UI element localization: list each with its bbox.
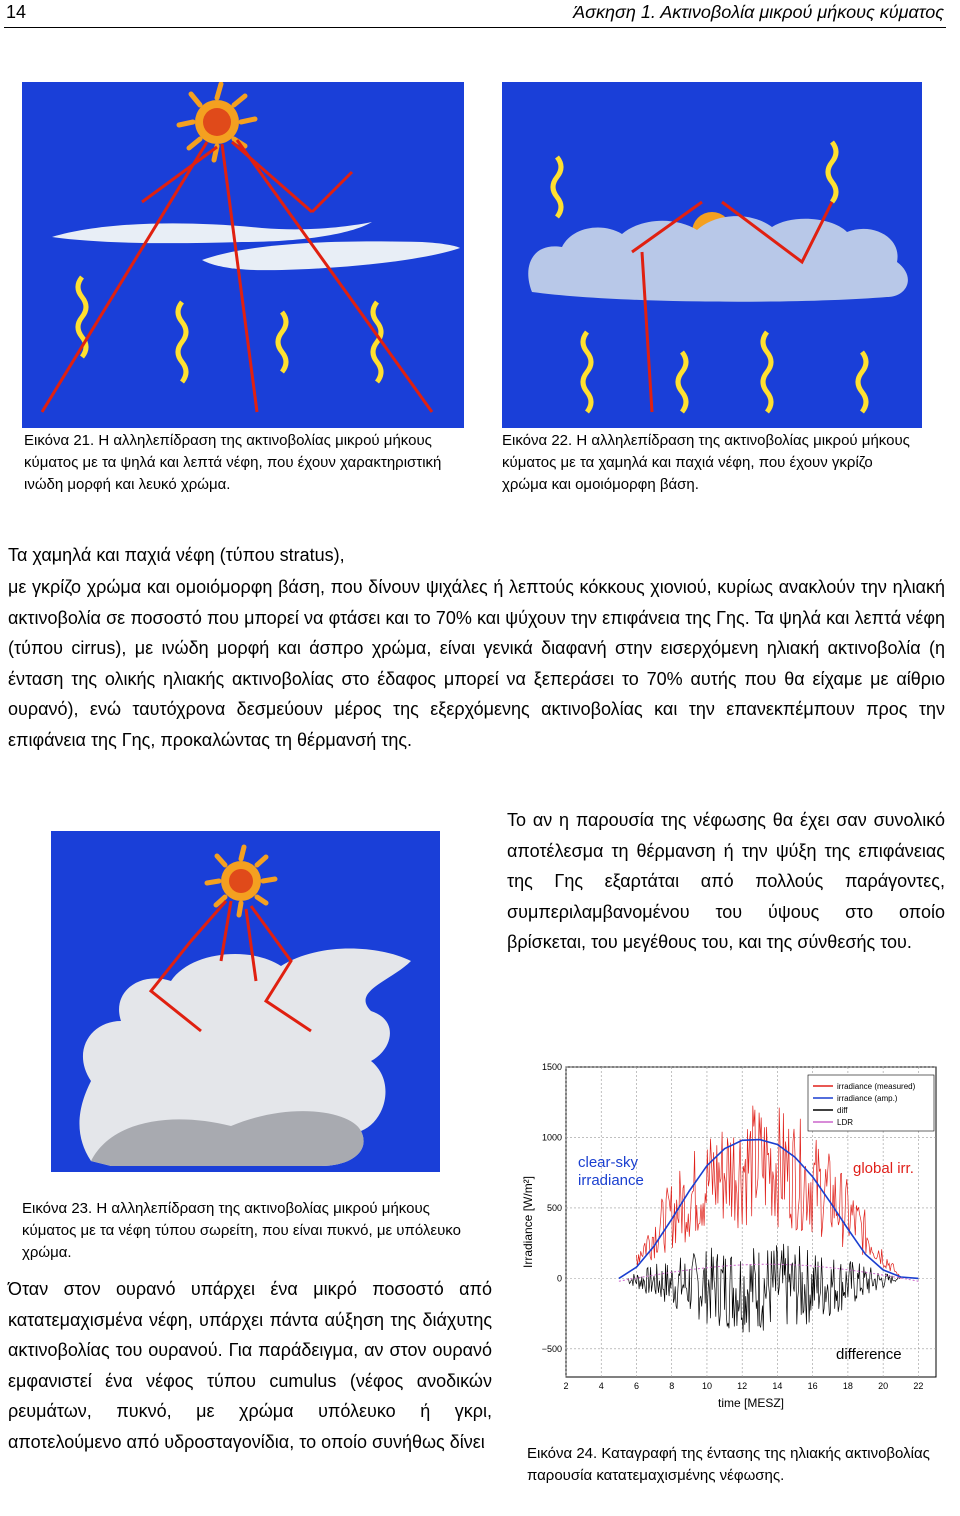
y-tick-label: 0: [556, 1273, 562, 1284]
figure-21-caption: Εικόνα 21. Η αλληλεπίδραση της ακτινοβολίας μικρού μήκους κύματος με τα ψηλά και λεπτά νέφη, που έχουν χαρακτηριστική ινώδη μορφή και λευκό χρώμα.: [24, 432, 442, 493]
y-axis-label: Irradiance [W/m²]: [521, 1175, 535, 1269]
y-tick-label: −500: [541, 1343, 562, 1354]
x-tick-label: 6: [633, 1381, 639, 1391]
header-rule: [4, 27, 946, 28]
figure-24-chart: [518, 1055, 946, 1415]
annotation-global-irr: global irr.: [853, 1160, 914, 1177]
figure-24-caption: Εικόνα 24. Καταγραφή της έντασης της ηλιακής ακτινοβολίας παρουσία κατατεμαχισμένης νέφωσης.: [527, 1445, 930, 1484]
figure-22-illustration: [502, 82, 922, 428]
x-tick-label: 12: [737, 1381, 748, 1391]
annotation-difference: difference: [836, 1346, 902, 1363]
x-axis-label: time [MESZ]: [717, 1396, 785, 1410]
x-tick-label: 4: [598, 1381, 604, 1391]
legend-entry: LDR: [837, 1118, 854, 1127]
paragraph-2: Το αν η παρουσία της νέφωσης θα έχει σαν συνολικό αποτέλεσμα τη θέρμανση ή την ψύξη της επιφάνειας της Γης εξαρτάται από πολλούς παράγοντες, συμπεριλαμβανομένου του ύψους στο οποίο βρίσκεται, του μεγέθους του, και της σύνθεσής του.: [507, 810, 945, 952]
y-tick-label: 1500: [541, 1062, 562, 1072]
x-tick-label: 18: [842, 1381, 853, 1391]
x-tick-label: 22: [913, 1381, 924, 1391]
y-tick-label: 1000: [541, 1132, 562, 1143]
figure-23-illustration: [51, 831, 440, 1172]
x-tick-label: 10: [701, 1381, 712, 1391]
y-tick-label: 500: [546, 1202, 562, 1213]
figure-21-illustration: [22, 82, 464, 428]
paragraph-1: με γκρίζο χρώμα και ομοιόμορφη βάση, που δίνουν ψιχάλες ή λεπτούς κόκκους χιονιού, κυρίως ανακλούν την ηλιακή ακτινοβολία σε ποσοστό που μπορεί να φτάσει και το 70% και ψύχουν την επιφάνεια της Γης. Τα ψηλά και λεπτά νέφη (τύπου cirrus), με ινώδη μορφή και άσπρο χρώμα, είναι γενικά διαφανή στην εισερχόμενη ηλιακή ακτινοβολία (η ένταση της ολικής ηλιακής ακτινοβολίας στο έδαφος μπορεί να ξεπεράσει το 70% αυτής που θα είχαμε με αίθριο ουρανό), ενώ ταυτόχρονα δεσμεύουν μέρος της εξερχόμενης ακτινοβολίας και την επανεκπέμπουν προς την επιφάνεια της Γης, προκαλώντας τη θέρμανσή της.: [8, 577, 945, 750]
figure-22-caption: Εικόνα 22. Η αλληλεπίδραση της ακτινοβολίας μικρού μήκους κύματος με τα χαμηλά και παχιά νέφη, που έχουν γκρίζο χρώμα και ομοιόμορφη βάση.: [502, 432, 910, 493]
x-tick-label: 20: [878, 1381, 889, 1391]
annotation-irradiance: irradiance: [578, 1172, 644, 1189]
x-tick-label: 2: [563, 1381, 569, 1391]
annotation-clear-sky: clear-sky: [578, 1154, 639, 1171]
legend-entry: diff: [837, 1106, 848, 1115]
x-tick-label: 8: [669, 1381, 675, 1391]
sun-icon: [207, 847, 275, 915]
x-tick-label: 14: [772, 1381, 783, 1391]
paragraph-1-first-line: Τα χαμηλά και παχιά νέφη (τύπου stratus),: [8, 545, 345, 565]
running-title: Άσκηση 1. Ακτινοβολία μικρού μήκους κύματος: [573, 2, 944, 22]
legend-entry: irradiance (measured): [837, 1082, 916, 1091]
legend-entry: irradiance (amp.): [837, 1094, 898, 1103]
page-number: 14: [6, 2, 27, 22]
paragraph-3: Όταν στον ουρανό υπάρχει ένα μικρό ποσοστό από κατατεμαχισμένα νέφη, υπάρχει πάντα αύξηση της διάχυτης ακτινοβολίας του ουρανού. Για παράδειγμα, αν στον ουρανό εμφανιστεί ένα νέφος τύπου cumulus (νέφος ανοδικών ρευμάτων, πυκνό, με χρώμα υπόλευκο ή γκρι, αποτελούμενο από υδροσταγονίδια, το οποίο συνήθως δίνει: [8, 1279, 492, 1452]
figure-23-caption: Εικόνα 23. Η αλληλεπίδραση της ακτινοβολίας μικρού μήκους κύματος με τα νέφη τύπου σωρείτη, που είναι πυκνό, με υπόλευκο χρώμα.: [22, 1200, 461, 1261]
x-tick-label: 16: [807, 1381, 818, 1391]
